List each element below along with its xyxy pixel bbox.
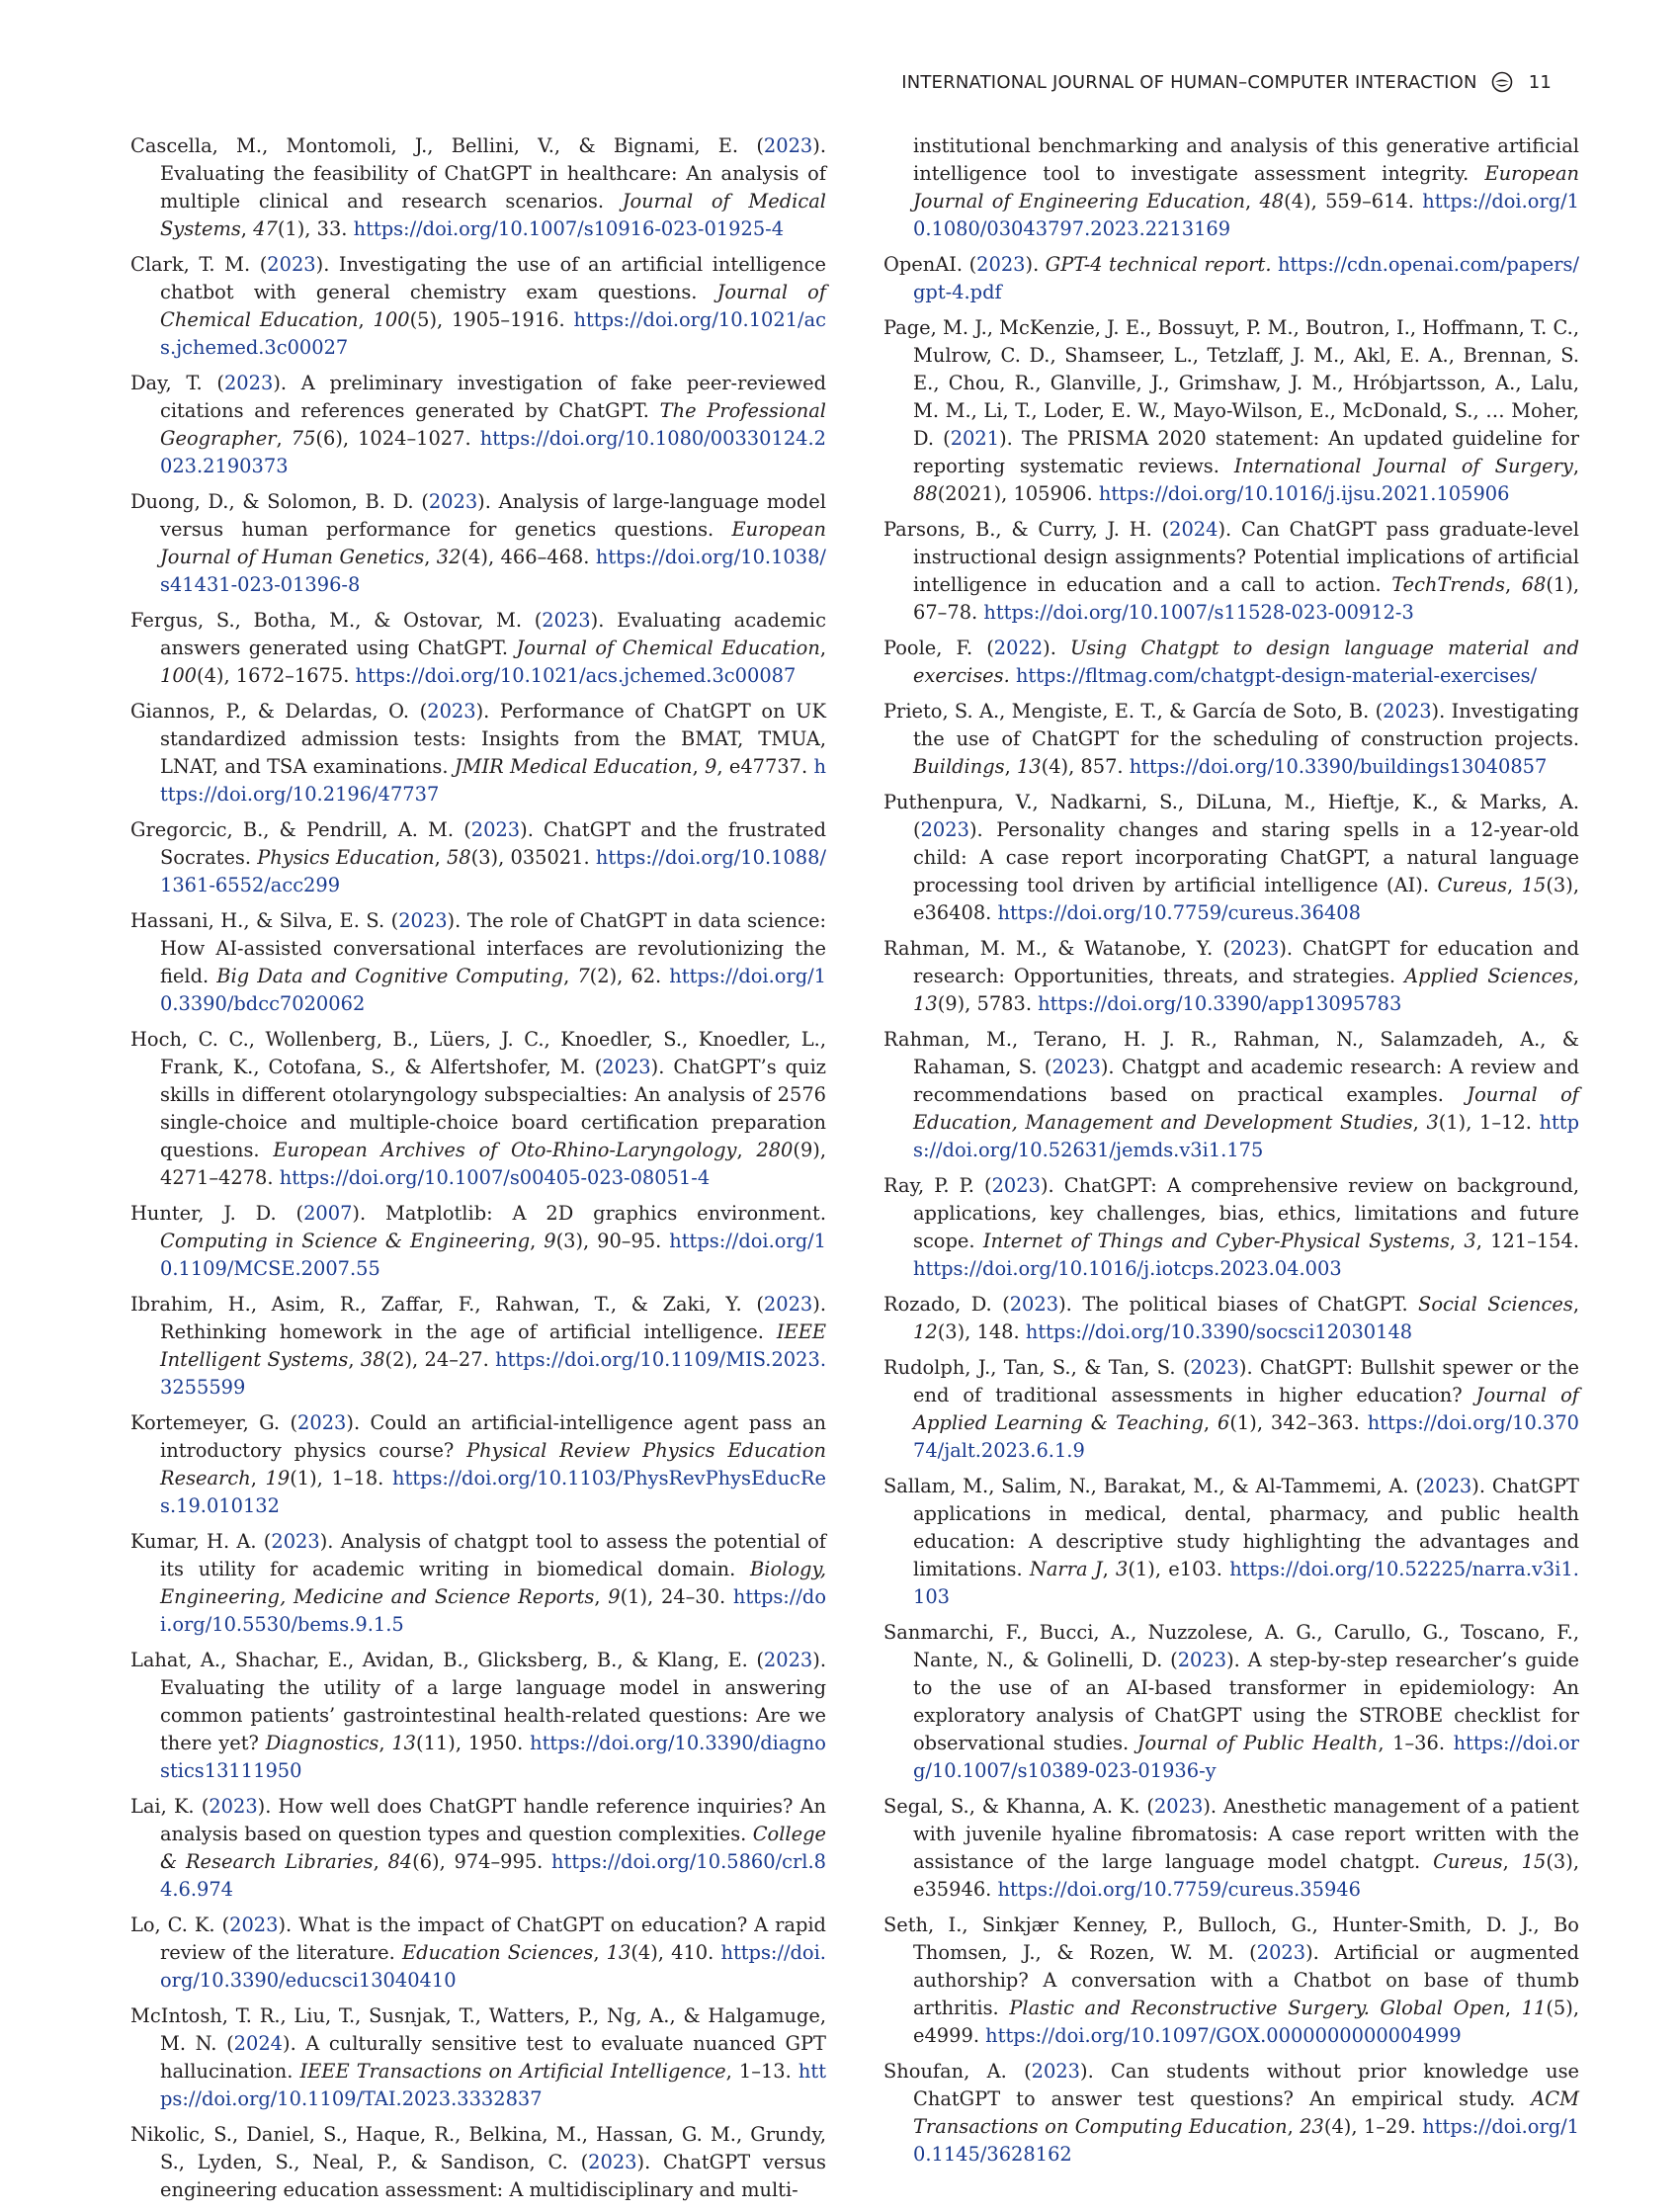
reference-authors: Page, M. J., McKenzie, J. E., Bossuyt, P. M., Boutron, I., Hoffmann, T. C., Mulrow, C. D., Shamseer, L., Tetzlaff, J. M., Akl, E. A., Brennan, S. E., Chou, R., Glanville, J., Grimshaw, J. M., Hróbjartsson, A., Lalu, M. M., Li, T., Loder, E. W., Mayo-Wilson, E., McDonald, S., … Moher, D.	[883, 316, 1579, 450]
reference-journal: College & Research Libraries	[160, 1823, 826, 1873]
reference-authors: OpenAI.	[883, 253, 964, 276]
reference-entry: Lai, K. (2023). How well does ChatGPT handle reference inquiries? An analysis based on question types and question complexities. College & Research Libraries, 84(6), 974–995. https://doi.org/10.5860/crl.84.6.974	[130, 1795, 826, 1901]
reference-authors: Poole, F.	[883, 637, 973, 659]
reference-pages: , e47737.	[716, 755, 808, 778]
reference-authors: Ray, P. P.	[883, 1174, 974, 1197]
reference-pages: (4), 1672–1675.	[197, 664, 350, 687]
reference-journal: JMIR Medical Education	[454, 755, 693, 778]
reference-title: What is the impact of ChatGPT on education? A rapid review of the literature.	[160, 1914, 826, 1964]
running-header	[901, 71, 1552, 93]
reference-doi-link[interactable]: https://doi.org/10.3390/buildings13040857	[1129, 755, 1548, 778]
reference-title: The PRISMA 2020 statement: An updated guideline for reporting systematic reviews.	[913, 427, 1579, 477]
reference-pages: (5), e4999.	[913, 1997, 1579, 2047]
reference-doi-link[interactable]: https://doi.org/10.1088/1361-6552/acc299	[160, 846, 827, 896]
reference-pages: (11), 1950.	[416, 1732, 524, 1754]
reference-year-link[interactable]: 2023	[920, 818, 969, 841]
reference-year-link[interactable]: 2023	[297, 1411, 347, 1434]
reference-entry: Poole, F. (2022). Using Chatgpt to design language material and exercises. https://fltmag.com/chatgpt-design-material-exercises/	[883, 637, 1579, 687]
reference-title: Analysis of chatgpt tool to assess the potential of its utility for academic writing in biomedical domain.	[160, 1530, 826, 1580]
reference-doi-link[interactable]: https://doi.org/10.1103/PhysRevPhysEducRes.19.010132	[160, 1467, 826, 1517]
reference-authors: Lahat, A., Shachar, E., Avidan, B., Glicksberg, B., & Klang, E.	[130, 1649, 748, 1671]
reference-entry: Hoch, C. C., Wollenberg, B., Lüers, J. C., Knoedler, S., Knoedler, L., Frank, K., Cotofana, S., & Alfertshofer, M. (2023). ChatGPT’s quiz skills in different otolaryngology subspecialties: An analysis of 2576 single-choice and multiple-choice board certification preparation questions. European Archives of Oto-Rhino-Laryngology, 280(9), 4271–4278. https://doi.org/10.1007/s00405-023-08051-4	[130, 1028, 827, 1189]
reference-pages: (1), 67–78.	[913, 573, 1579, 624]
reference-volume: 15	[1521, 874, 1547, 896]
reference-volume: 68	[1521, 573, 1547, 596]
reference-journal: European Journal of Human Genetics	[160, 518, 826, 568]
reference-authors: Ibrahim, H., Asim, R., Zaffar, F., Rahwan, T., & Zaki, Y.	[130, 1293, 742, 1316]
reference-journal: Big Data and Cognitive Computing	[216, 965, 564, 987]
reference-journal: Physics Education	[257, 846, 435, 869]
reference-entry: McIntosh, T. R., Liu, T., Susnjak, T., Watters, P., Ng, A., & Halgamuge, M. N. (2024). A culturally sensitive test to evaluate nuanced GPT hallucination. IEEE Transactions on Artificial Intelligence, 1–13. https://doi.org/10.1109/TAI.2023.3332837	[130, 2004, 826, 2110]
reference-authors: Sanmarchi, F., Bucci, A., Nuzzolese, A. G., Carullo, G., Toscano, F., Nante, N., & Golinelli, D.	[883, 1621, 1579, 1671]
reference-title: Could an artificial-intelligence agent pass an introductory physics course?	[160, 1411, 826, 1462]
reference-volume: 100	[373, 308, 410, 331]
reference-authors: Sallam, M., Salim, N., Barakat, M., & Al-Tammemi, A.	[883, 1475, 1409, 1497]
reference-journal: IEEE Transactions on Artificial Intelligence	[299, 2060, 726, 2083]
reference-authors: Rozado, D.	[883, 1293, 992, 1316]
reference-authors: Fergus, S., Botha, M., & Ostovar, M.	[130, 609, 522, 632]
reference-journal: Using Chatgpt to design language material and exercises.	[913, 637, 1579, 687]
reference-doi-link[interactable]: https://doi.org/10.5860/crl.84.6.974	[160, 1850, 826, 1901]
reference-year-link[interactable]: 2023	[763, 1293, 813, 1316]
reference-year-link[interactable]: 2024	[1169, 518, 1218, 541]
reference-authors: Hoch, C. C., Wollenberg, B., Lüers, J. C., Knoedler, S., Knoedler, L., Frank, K., Cotofana, S., & Alfertshofer, M.	[130, 1028, 826, 1078]
reference-volume: 12	[913, 1320, 938, 1343]
reference-doi-link[interactable]: https://doi.org/10.7759/cureus.36408	[997, 901, 1361, 924]
reference-pages: , 121–154.	[1475, 1230, 1580, 1252]
reference-entry: Rahman, M., Terano, H. J. R., Rahman, N., Salamzadeh, A., & Rahaman, S. (2023). Chatgpt and academic research: A review and recommendations based on practical examples. Journal of Education, Management and Development Studies, 3(1), 1–12. https://doi.org/10.52631/jemds.v3i1.175	[883, 1028, 1579, 1161]
reference-volume: 13	[391, 1732, 417, 1754]
reference-authors: Rahman, M., Terano, H. J. R., Rahman, N., Salamzadeh, A., & Rahaman, S.	[883, 1028, 1579, 1078]
reference-volume: 11	[1521, 1997, 1547, 2019]
reference-pages: (2), 24–27.	[384, 1348, 489, 1371]
references-right-column	[883, 132, 1579, 2176]
reference-title: ChatGPT: A comprehensive review on background, applications, key challenges, bias, ethics, limitations and future scope.	[913, 1174, 1579, 1252]
reference-authors: Hassani, H., & Silva, E. S.	[130, 909, 385, 932]
reference-pages: (1), 33.	[277, 217, 348, 240]
reference-entry: Ray, P. P. (2023). ChatGPT: A comprehensive review on background, applications, key challenges, bias, ethics, limitations and future scope. Internet of Things and Cyber-Physical Systems, 3, 121–154. https://doi.org/10.1016/j.iotcps.2023.04.003	[883, 1174, 1580, 1280]
reference-title: A step-by-step researcher’s guide to the use of an AI-based transformer in epidemiology: An exploratory analysis of ChatGPT using the STROBE checklist for observational studies.	[913, 1649, 1579, 1754]
reference-year-link[interactable]: 2023	[1051, 1056, 1101, 1078]
reference-title: A culturally sensitive test to evaluate nuanced GPT hallucination.	[160, 2032, 826, 2083]
reference-volume: 13	[606, 1941, 631, 1964]
reference-entry: Nikolic, S., Daniel, S., Haque, R., Belkina, M., Hassan, G. M., Grundy, S., Lyden, S., Neal, P., & Sandison, C. (2023). ChatGPT versus engineering education assessment: A multidisciplinary and multi-	[130, 2123, 826, 2201]
reference-year-link[interactable]: 2023	[1190, 1356, 1239, 1379]
reference-authors: Puthenpura, V., Nadkarni, S., DiLuna, M., Hieftje, K., & Marks, A.	[883, 791, 1579, 813]
reference-volume: 100	[160, 664, 198, 687]
reference-pages: (9), 4271–4278.	[160, 1139, 827, 1189]
reference-doi-link[interactable]: https://doi.org/10.3390/educsci13040410	[160, 1941, 826, 1992]
reference-title: Performance of ChatGPT on UK standardized admission tests: Insights from the BMAT, TMUA, LNAT, and TSA examinations.	[160, 700, 826, 778]
reference-journal: Biology, Engineering, Medicine and Science Reports	[160, 1558, 826, 1608]
reference-authors: Kortemeyer, G.	[130, 1411, 281, 1434]
reference-volume: 58	[446, 846, 471, 869]
reference-title: Artificial or augmented authorship? A conversation with a Chatbot on base of thumb arthritis.	[913, 1941, 1579, 2019]
reference-doi-link[interactable]: https://doi.org/10.7759/cureus.35946	[997, 1878, 1361, 1901]
reference-entry: Lahat, A., Shachar, E., Avidan, B., Glicksberg, B., & Klang, E. (2023). Evaluating the utility of a large language model in answering common patients’ gastrointestinal health-related questions: Are we there yet? Diagnostics, 13(11), 1950. https://doi.org/10.3390/diagnostics13111950	[130, 1649, 826, 1782]
reference-authors: Prieto, S. A., Mengiste, E. T., & García de Soto, B.	[883, 700, 1370, 723]
reference-authors: Segal, S., & Khanna, A. K.	[883, 1795, 1140, 1818]
reference-volume: 47	[253, 217, 278, 240]
reference-authors: Hunter, J. D.	[130, 1202, 277, 1225]
reference-year-link[interactable]: 2023	[1177, 1649, 1227, 1671]
reference-title: ChatGPT for education and research: Opportunities, threats, and strategies.	[913, 937, 1579, 987]
reference-doi-link[interactable]: https://doi.org/10.1038/s41431-023-01396-8	[160, 546, 826, 596]
reference-year-link[interactable]: 2023	[763, 1649, 813, 1671]
reference-entry: Cascella, M., Montomoli, J., Bellini, V., & Bignami, E. (2023). Evaluating the feasibility of ChatGPT in healthcare: An analysis of multiple clinical and research scenarios. Journal of Medical Systems, 47(1), 33. https://doi.org/10.1007/s10916-023-01925-4	[130, 134, 826, 240]
reference-pages: (3), 035021.	[470, 846, 590, 869]
journal-title: INTERNATIONAL JOURNAL OF HUMAN–COMPUTER INTERACTION	[901, 71, 1477, 93]
reference-doi-link[interactable]: https://doi.org/10.1016/j.iotcps.2023.04.003	[913, 1257, 1342, 1280]
reference-pages: (1), 1–12.	[1438, 1111, 1532, 1134]
reference-doi-link[interactable]: https://doi.org/10.1109/MIS.2023.3255599	[160, 1348, 826, 1399]
reference-authors: Clark, T. M.	[130, 253, 251, 276]
reference-entry: Sallam, M., Salim, N., Barakat, M., & Al-Tammemi, A. (2023). ChatGPT applications in medical, dental, pharmacy, and public health education: A descriptive study highlighting the advantages and limitations. Narra J, 3(1), e103. https://doi.org/10.52225/narra.v3i1.103	[883, 1475, 1579, 1608]
reference-year-link[interactable]: 2023	[1009, 1293, 1059, 1316]
reference-pages: (3), 148.	[937, 1320, 1020, 1343]
reference-volume: 280	[756, 1139, 794, 1161]
reference-authors: Rudolph, J., Tan, S., & Tan, S.	[883, 1356, 1176, 1379]
publisher-logo-icon	[1491, 71, 1513, 93]
reference-journal: Social Sciences	[1418, 1293, 1573, 1316]
reference-authors: McIntosh, T. R., Liu, T., Susnjak, T., Watters, P., Ng, A., & Halgamuge, M. N.	[130, 2004, 826, 2055]
reference-entry: Shoufan, A. (2023). Can students without prior knowledge use ChatGPT to answer test questions? An empirical study. ACM Transactions on Computing Education, 23(4), 1–29. https://doi.org/10.1145/3628162	[883, 2060, 1579, 2166]
reference-doi-link[interactable]: https://doi.org/10.1097/GOX.0000000000004999	[985, 2024, 1462, 2047]
reference-entry: Kumar, H. A. (2023). Analysis of chatgpt tool to assess the potential of its utility for academic writing in biomedical domain. Biology, Engineering, Medicine and Science Reports, 9(1), 24–30. https://doi.org/10.5530/bems.9.1.5	[130, 1530, 826, 1636]
reference-title: ChatGPT and the frustrated Socrates.	[160, 818, 827, 869]
reference-title: The role of ChatGPT in data science: How AI-assisted conversational interfaces are revolutionizing the field.	[160, 909, 827, 987]
reference-entry: Rudolph, J., Tan, S., & Tan, S. (2023). ChatGPT: Bullshit spewer or the end of traditional assessments in higher education? Journal of Applied Learning & Teaching, 6(1), 342–363. https://doi.org/10.37074/jalt.2023.6.1.9	[883, 1356, 1580, 1462]
reference-journal: Buildings	[913, 755, 1005, 778]
reference-year-link[interactable]: 2023	[976, 253, 1026, 276]
reference-journal: Physical Review Physics Education Research	[160, 1439, 827, 1489]
reference-entry: Clark, T. M. (2023). Investigating the use of an artificial intelligence chatbot with general chemistry exam questions. Journal of Chemical Education, 100(5), 1905–1916. https://doi.org/10.1021/acs.jchemed.3c00027	[130, 253, 827, 359]
reference-year-link[interactable]: 2023	[229, 1914, 279, 1936]
reference-pages: , 1–36.	[1378, 1732, 1445, 1754]
reference-entry: Puthenpura, V., Nadkarni, S., DiLuna, M., Hieftje, K., & Marks, A. (2023). Personality changes and staring spells in a 12-year-old child: A case report incorporating ChatGPT, a natural language processing tool driven by artificial intelligence (AI). Cureus, 15(3), e36408. https://doi.org/10.7759/cureus.36408	[883, 791, 1579, 924]
reference-volume: 23	[1300, 2115, 1324, 2138]
reference-volume: 75	[291, 427, 316, 450]
reference-doi-link[interactable]: https://doi.org/10.3390/diagnostics13111950	[160, 1732, 826, 1782]
reference-year-link[interactable]: 2023	[1383, 700, 1432, 723]
reference-entry: Fergus, S., Botha, M., & Ostovar, M. (2023). Evaluating academic answers generated using ChatGPT. Journal of Chemical Education, 100(4), 1672–1675. https://doi.org/10.1021/acs.jchemed.3c00087	[130, 609, 826, 687]
reference-volume: 9	[608, 1585, 621, 1608]
reference-authors: Rahman, M. M., & Watanobe, Y.	[883, 937, 1214, 960]
reference-title: Can ChatGPT pass graduate-level instructional design assignments? Potential implications of artificial intelligence in education and a call to action.	[913, 518, 1579, 596]
reference-doi-link[interactable]: https://doi.org/10.1007/s11528-023-00912-3	[983, 601, 1414, 624]
reference-entry: Giannos, P., & Delardas, O. (2023). Performance of ChatGPT on UK standardized admission tests: Insights from the BMAT, TMUA, LNAT, and TSA examinations. JMIR Medical Education, 9, e47737. https://doi.org/10.2196/47737	[130, 700, 827, 806]
reference-year-link[interactable]: 2023	[542, 609, 591, 632]
reference-volume: 84	[387, 1850, 413, 1873]
reference-entry: Rozado, D. (2023). The political biases of ChatGPT. Social Sciences, 12(3), 148. https://doi.org/10.3390/socsci12030148	[883, 1293, 1579, 1343]
reference-pages: (1), 342–363.	[1229, 1411, 1360, 1434]
reference-authors: Cascella, M., Montomoli, J., Bellini, V., & Bignami, E.	[130, 134, 739, 157]
reference-authors: Duong, D., & Solomon, B. D.	[130, 490, 414, 513]
reference-pages: (6), 974–995.	[412, 1850, 544, 1873]
reference-entry: Gregorcic, B., & Pendrill, A. M. (2023). ChatGPT and the frustrated Socrates. Physics Education, 58(3), 035021. https://doi.org/10.1088/1361-6552/acc299	[130, 818, 827, 896]
reference-authors: Day, T.	[130, 372, 203, 394]
reference-journal: Journal of Education, Management and Development Studies	[913, 1083, 1579, 1134]
reference-entry: Lo, C. K. (2023). What is the impact of ChatGPT on education? A rapid review of the literature. Education Sciences, 13(4), 410. https://doi.org/10.3390/educsci13040410	[130, 1914, 826, 1992]
reference-volume: 13	[913, 992, 938, 1015]
reference-doi-link[interactable]: https://doi.org/10.1109/MCSE.2007.55	[160, 1230, 826, 1280]
reference-pages: (2), 62.	[589, 965, 662, 987]
reference-year-link[interactable]: 2023	[209, 1795, 258, 1818]
reference-title: Anesthetic management of a patient with juvenile hyaline fibromatosis: A case report written with the assistance of the large language model chatgpt.	[913, 1795, 1579, 1873]
reference-doi-link[interactable]: https://doi.org/10.3390/socsci12030148	[1025, 1320, 1413, 1343]
reference-pages: (3), e35946.	[913, 1850, 1579, 1901]
reference-year-link[interactable]: 2023	[470, 818, 521, 841]
reference-journal: Plastic and Reconstructive Surgery. Global Open	[1009, 1997, 1505, 2019]
reference-title: Analysis of large-language model versus human performance for genetics questions.	[160, 490, 826, 541]
reference-pages: (3), 90–95.	[555, 1230, 662, 1252]
reference-year-link[interactable]: 2021	[950, 427, 1000, 450]
reference-title: Personality changes and staring spells in a 12-year-old child: A case report incorporating ChatGPT, a natural language processing tool driven by artificial intelligence (AI).	[913, 818, 1579, 896]
reference-volume: 88	[913, 482, 938, 505]
reference-volume: 19	[265, 1467, 291, 1489]
reference-authors: Parsons, B., & Curry, J. H.	[883, 518, 1152, 541]
reference-title: ChatGPT applications in medical, dental, pharmacy, and public health education: A descriptive study highlighting the advantages and limitations.	[913, 1475, 1579, 1580]
reference-entry: Hassani, H., & Silva, E. S. (2023). The role of ChatGPT in data science: How AI-assisted conversational interfaces are revolutionizing the field. Big Data and Cognitive Computing, 7(2), 62. https://doi.org/10.3390/bdcc7020062	[130, 909, 827, 1015]
reference-volume: 3	[1464, 1230, 1476, 1252]
reference-journal: IEEE Intelligent Systems	[160, 1320, 827, 1371]
reference-pages: (2021), 105906.	[937, 482, 1093, 505]
reference-year-link[interactable]: 2023	[271, 1530, 320, 1553]
reference-title: Evaluating academic answers generated using ChatGPT.	[160, 609, 826, 659]
reference-doi-link[interactable]: https://doi.org/10.5530/bems.9.1.5	[160, 1585, 826, 1636]
reference-journal: European Archives of Oto-Rhino-Laryngology	[273, 1139, 737, 1161]
reference-journal: TechTrends	[1391, 573, 1505, 596]
reference-doi-link[interactable]: https://doi.org/10.1021/acs.jchemed.3c00087	[355, 664, 797, 687]
reference-title: ChatGPT’s quiz skills in different otolaryngology subspecialties: An analysis of 2576 single-choice and multiple-choice board certification preparation questions.	[160, 1056, 826, 1161]
reference-year-link[interactable]: 2023	[1422, 1475, 1472, 1497]
reference-journal: Education Sciences	[401, 1941, 594, 1964]
reference-year-link[interactable]: 2022	[993, 637, 1044, 659]
reference-volume: 38	[360, 1348, 385, 1371]
reference-year-link[interactable]: 2023	[763, 134, 813, 157]
reference-doi-link[interactable]: https://doi.org/10.1021/acs.jchemed.3c00027	[160, 308, 827, 359]
reference-entry: Rahman, M. M., & Watanobe, Y. (2023). ChatGPT for education and research: Opportunities, threats, and strategies. Applied Sciences, 13(9), 5783. https://doi.org/10.3390/app13095783	[883, 937, 1579, 1015]
reference-journal: Journal of Public Health	[1136, 1732, 1379, 1754]
reference-doi-link[interactable]: https://doi.org/10.37074/jalt.2023.6.1.9	[913, 1411, 1580, 1462]
reference-pages: , 1–13.	[725, 2060, 792, 2083]
reference-authors: Lai, K.	[130, 1795, 195, 1818]
reference-title: institutional benchmarking and analysis of this generative artificial intelligence tool to investigate assessment integrity.	[913, 134, 1579, 185]
reference-pages: (6), 1024–1027.	[315, 427, 471, 450]
reference-title: ChatGPT versus engineering education assessment: A multidisciplinary and multi-	[160, 2151, 826, 2201]
reference-title: Investigating the use of ChatGPT for the scheduling of construction projects.	[913, 700, 1579, 750]
reference-year-link[interactable]: 2023	[602, 1056, 651, 1078]
reference-title: Evaluating the utility of a large language model in answering common patients’ gastrointestinal health-related questions: Are we there yet?	[160, 1676, 826, 1754]
reference-doi-link[interactable]: https://doi.org/10.1080/03043797.2023.2213169	[913, 190, 1579, 240]
reference-year-link[interactable]: 2007	[303, 1202, 353, 1225]
reference-pages: (4), 466–468.	[461, 546, 590, 568]
reference-entry: Sanmarchi, F., Bucci, A., Nuzzolese, A. G., Carullo, G., Toscano, F., Nante, N., & Golinelli, D. (2023). A step-by-step researcher’s guide to the use of an AI-based transformer in epidemiology: An exploratory analysis of ChatGPT using the STROBE checklist for observational studies. Journal of Public Health, 1–36. https://doi.org/10.1007/s10389-023-01936-y	[883, 1621, 1579, 1782]
reference-year-link[interactable]: 2023	[1153, 1795, 1204, 1818]
reference-authors: Kumar, H. A.	[130, 1530, 257, 1553]
reference-volume: 6	[1218, 1411, 1230, 1434]
reference-year-link[interactable]: 2023	[267, 253, 316, 276]
reference-journal: The Professional Geographer	[160, 399, 826, 450]
reference-journal: Journal of Medical Systems	[160, 190, 826, 240]
reference-year-link[interactable]: 2023	[428, 490, 478, 513]
reference-authors: Gregorcic, B., & Pendrill, A. M.	[130, 818, 455, 841]
reference-title: A preliminary investigation of fake peer-reviewed citations and references generated by ChatGPT.	[160, 372, 826, 422]
reference-volume: 7	[577, 965, 590, 987]
reference-entry: Kortemeyer, G. (2023). Could an artificial-intelligence agent pass an introductory physics course? Physical Review Physics Education Research, 19(1), 1–18. https://doi.org/10.1103/PhysRevPhysEducRes.19.010132	[130, 1411, 827, 1517]
reference-volume: 9	[544, 1230, 556, 1252]
reference-doi-link[interactable]: https://doi.org/10.1007/s10389-023-01936-y	[913, 1732, 1579, 1782]
reference-doi-link[interactable]: https://doi.org/10.1007/s00405-023-08051-4	[279, 1166, 711, 1189]
reference-title: Rethinking homework in the age of artificial intelligence.	[160, 1320, 764, 1343]
reference-entry: Prieto, S. A., Mengiste, E. T., & García de Soto, B. (2023). Investigating the use of ChatGPT for the scheduling of construction projects. Buildings, 13(4), 857. https://doi.org/10.3390/buildings13040857	[883, 700, 1579, 778]
reference-entry: institutional benchmarking and analysis of this generative artificial intelligence tool to investigate assessment integrity. European Journal of Engineering Education, 48(4), 559–614. https://doi.org/10.1080/03043797.2023.2213169	[913, 134, 1579, 240]
reference-pages: (4), 1–29.	[1323, 2115, 1416, 2138]
reference-journal: Computing in Science & Engineering	[160, 1230, 531, 1252]
reference-doi-link[interactable]: https://fltmag.com/chatgpt-design-material-exercises/	[1015, 664, 1538, 687]
reference-authors: Shoufan, A.	[883, 2060, 1007, 2083]
reference-pages: (4), 857.	[1041, 755, 1124, 778]
reference-volume: 9	[705, 755, 717, 778]
reference-pages: (1), 1–18.	[290, 1467, 384, 1489]
reference-doi-link[interactable]: https://doi.org/10.1145/3628162	[913, 2115, 1579, 2166]
reference-entry: Ibrahim, H., Asim, R., Zaffar, F., Rahwan, T., & Zaki, Y. (2023). Rethinking homework in the age of artificial intelligence. IEEE Intelligent Systems, 38(2), 24–27. https://doi.org/10.1109/MIS.2023.3255599	[130, 1293, 827, 1399]
reference-pages: (9), 5783.	[937, 992, 1032, 1015]
reference-doi-link[interactable]: https://cdn.openai.com/papers/gpt-4.pdf	[913, 253, 1579, 303]
reference-year-link[interactable]: 2023	[223, 372, 274, 394]
reference-authors: Nikolic, S., Daniel, S., Haque, R., Belkina, M., Hassan, G. M., Grundy, S., Lyden, S., Neal, P., & Sandison, C.	[130, 2123, 826, 2173]
reference-entry: Hunter, J. D. (2007). Matplotlib: A 2D graphics environment. Computing in Science & Engineering, 9(3), 90–95. https://doi.org/10.1109/MCSE.2007.55	[130, 1202, 826, 1280]
reference-year-link[interactable]: 2023	[427, 700, 476, 723]
reference-pages: (1), 24–30.	[620, 1585, 726, 1608]
reference-pages: (4), 410.	[630, 1941, 714, 1964]
reference-journal: Journal of Chemical Education	[160, 281, 826, 331]
reference-title: Matplotlib: A 2D graphics environment.	[385, 1202, 826, 1225]
reference-entry: Page, M. J., McKenzie, J. E., Bossuyt, P. M., Boutron, I., Hoffmann, T. C., Mulrow, C. D., Shamseer, L., Tetzlaff, J. M., Akl, E. A., Brennan, S. E., Chou, R., Glanville, J., Grimshaw, J. M., Hróbjartsson, A., Lalu, M. M., Li, T., Loder, E. W., Mayo-Wilson, E., McDonald, S., … Moher, D. (2021). The PRISMA 2020 statement: An updated guideline for reporting systematic reviews. International Journal of Surgery, 88(2021), 105906. https://doi.org/10.1016/j.ijsu.2021.105906	[883, 316, 1579, 505]
reference-title: Can students without prior knowledge use ChatGPT to answer test questions? An empirical study.	[913, 2060, 1579, 2110]
reference-journal: Narra J	[1029, 1558, 1103, 1580]
reference-doi-link[interactable]: https://doi.org/10.52631/jemds.v3i1.175	[913, 1111, 1579, 1161]
reference-journal: Journal of Chemical Education	[516, 637, 820, 659]
references-left-column	[130, 132, 826, 2212]
reference-title: Chatgpt and academic research: A review and recommendations based on practical examples.	[913, 1056, 1579, 1106]
reference-title: Evaluating the feasibility of ChatGPT in healthcare: An analysis of multiple clinical and research scenarios.	[160, 162, 826, 213]
reference-doi-link[interactable]: https://doi.org/10.1109/TAI.2023.3332837	[160, 2060, 826, 2110]
reference-pages: (1), e103.	[1128, 1558, 1222, 1580]
reference-journal: Internet of Things and Cyber-Physical Systems	[982, 1230, 1450, 1252]
reference-year-link[interactable]: 2024	[233, 2032, 283, 2055]
reference-title: Investigating the use of an artificial intelligence chatbot with general chemistry exam questions.	[160, 253, 826, 303]
reference-doi-link[interactable]: https://doi.org/10.52225/narra.v3i1.103	[913, 1558, 1579, 1608]
reference-authors: Seth, I., Sinkjær Kenney, P., Bulloch, G., Hunter-Smith, D. J., Bo Thomsen, J., & Rozen, W. M.	[883, 1914, 1579, 1964]
reference-doi-link[interactable]: https://doi.org/10.1007/s10916-023-01925-4	[353, 217, 785, 240]
reference-volume: 48	[1259, 190, 1285, 213]
reference-title: The political biases of ChatGPT.	[1082, 1293, 1408, 1316]
reference-journal: European Journal of Engineering Education	[913, 162, 1579, 213]
reference-doi-link[interactable]: https://doi.org/10.3390/bdcc7020062	[160, 965, 827, 1015]
reference-journal: Cureus	[1437, 874, 1507, 896]
reference-doi-link[interactable]: https://doi.org/10.2196/47737	[160, 755, 827, 806]
reference-doi-link[interactable]: https://doi.org/10.1080/00330124.2023.2190373	[160, 427, 826, 477]
reference-journal: Diagnostics	[265, 1732, 379, 1754]
reference-volume: 3	[1426, 1111, 1439, 1134]
reference-journal: Cureus	[1433, 1850, 1503, 1873]
reference-year-link[interactable]: 2023	[588, 2151, 637, 2173]
reference-entry: OpenAI. (2023). GPT-4 technical report. https://cdn.openai.com/papers/gpt-4.pdf	[883, 253, 1579, 303]
reference-year-link[interactable]: 2023	[1031, 2060, 1081, 2083]
reference-journal: Applied Sciences	[1404, 965, 1573, 987]
reference-doi-link[interactable]: https://doi.org/10.3390/app13095783	[1038, 992, 1402, 1015]
reference-title: How well does ChatGPT handle reference inquiries? An analysis based on question types and question complexities.	[160, 1795, 826, 1845]
reference-title: ChatGPT: Bullshit spewer or the end of traditional assessments in higher education?	[913, 1356, 1579, 1406]
reference-entry: Seth, I., Sinkjær Kenney, P., Bulloch, G., Hunter-Smith, D. J., Bo Thomsen, J., & Rozen, W. M. (2023). Artificial or augmented authorship? A conversation with a Chatbot on base of thumb arthritis. Plastic and Reconstructive Surgery. Global Open, 11(5), e4999. https://doi.org/10.1097/GOX.0000000000004999	[883, 1914, 1579, 2047]
reference-authors: Giannos, P., & Delardas, O.	[130, 700, 410, 723]
reference-year-link[interactable]: 2023	[1229, 937, 1280, 960]
reference-entry: Parsons, B., & Curry, J. H. (2024). Can ChatGPT pass graduate-level instructional design assignments? Potential implications of artificial intelligence in education and a call to action. TechTrends, 68(1), 67–78. https://doi.org/10.1007/s11528-023-00912-3	[883, 518, 1579, 624]
reference-journal: Journal of Applied Learning & Teaching	[913, 1384, 1579, 1434]
reference-pages: (3), e36408.	[913, 874, 1579, 924]
reference-year-link[interactable]: 2023	[991, 1174, 1041, 1197]
reference-journal: GPT-4 technical report.	[1045, 253, 1272, 276]
reference-pages: (4), 559–614.	[1284, 190, 1414, 213]
reference-journal: ACM Transactions on Computing Education	[913, 2087, 1579, 2138]
reference-authors: Lo, C. K.	[130, 1914, 215, 1936]
reference-volume: 3	[1116, 1558, 1129, 1580]
reference-entry: Duong, D., & Solomon, B. D. (2023). Analysis of large-language model versus human performance for genetics questions. European Journal of Human Genetics, 32(4), 466–468. https://doi.org/10.1038/s41431-023-01396-8	[130, 490, 826, 596]
reference-year-link[interactable]: 2023	[398, 909, 448, 932]
reference-entry: Day, T. (2023). A preliminary investigation of fake peer-reviewed citations and references generated by ChatGPT. The Professional Geographer, 75(6), 1024–1027. https://doi.org/10.1080/00330124.2023.2190373	[130, 372, 826, 477]
reference-year-link[interactable]: 2023	[1256, 1941, 1306, 1964]
reference-pages: (5), 1905–1916.	[409, 308, 565, 331]
page-number: 11	[1528, 71, 1552, 93]
reference-volume: 32	[436, 546, 462, 568]
reference-volume: 13	[1016, 755, 1042, 778]
reference-entry: Segal, S., & Khanna, A. K. (2023). Anesthetic management of a patient with juvenile hyaline fibromatosis: A case report written with the assistance of the large language model chatgpt. Cureus, 15(3), e35946. https://doi.org/10.7759/cureus.35946	[883, 1795, 1579, 1901]
reference-volume: 15	[1521, 1850, 1547, 1873]
reference-doi-link[interactable]: https://doi.org/10.1016/j.ijsu.2021.105906	[1098, 482, 1510, 505]
reference-journal: International Journal of Surgery	[1233, 455, 1573, 477]
